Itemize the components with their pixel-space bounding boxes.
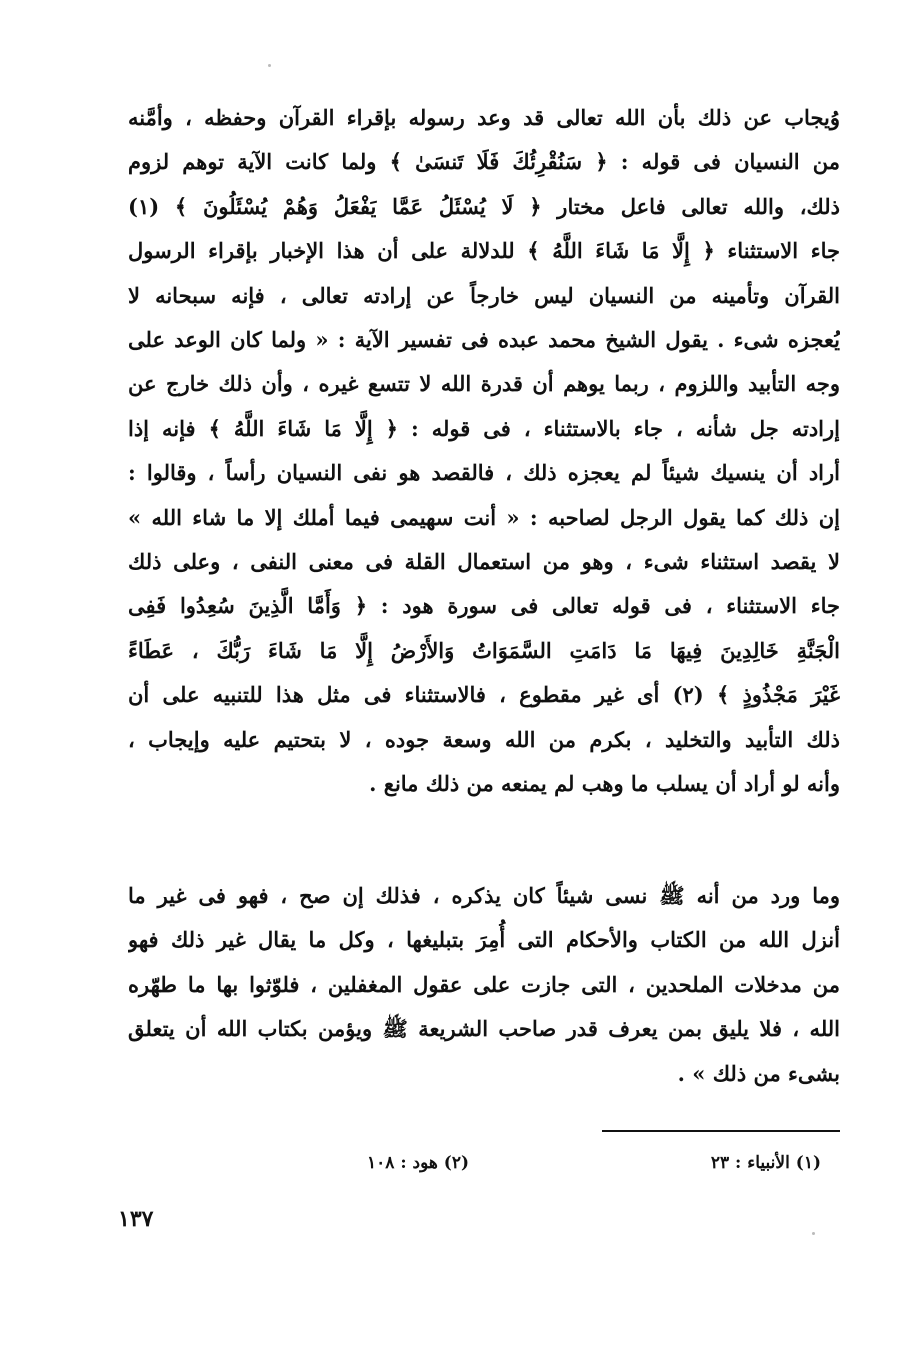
text-line: وُيجاب عن ذلك بأن الله تعالى قد وعد رسوله بإقراء القرآن وحفظه ، وأمَّنه xyxy=(128,105,840,130)
text-line: وجه التأبيد واللزوم ، ربما يوهم أن قدرة الله لا تتسع غيره ، وأن ذلك خارج عن xyxy=(128,371,840,397)
text-line: يُعجزه شىء . يقول الشيخ محمد عبده فى تفسير الآية : « ولما كان الوعد على xyxy=(128,327,840,353)
text-line: أراد أن ينسيك شيئاً لم يعجزه ذلك ، فالقصد هو نفى النسيان رأساً ، وقالوا : xyxy=(128,460,840,486)
text-line: الله ، فلا يليق بمن يعرف قدر صاحب الشريعة ﷺ ويؤمن بكتاب الله أن يتعلق xyxy=(128,1016,840,1042)
text-line: ذلك، والله تعالى فاعل مختار ﴿ لَا يُسْئَلُ عَمَّا يَفْعَلُ وَهُمْ يُسْئَلُونَ ﴾ (١) xyxy=(128,193,840,219)
text-line: وما ورد من أنه ﷺ نسى شيئاً كان يذكره ، فذلك إن صح ، فهو فى غير ما xyxy=(128,883,840,908)
text-line: بشىء من ذلك » . xyxy=(677,1060,840,1086)
scan-speck xyxy=(268,64,271,67)
footnote-1: (١) الأنبياء : ٢٣ xyxy=(710,1153,821,1173)
text-line: ذلك التأبيد والتخليد ، بكرم من الله وسعة جوده ، لا بتحتيم عليه وإيجاب ، xyxy=(128,726,840,752)
paragraph-1 xyxy=(128,96,840,807)
text-line: الْجَنَّةِ خَالِدِينَ فِيهَا مَا دَامَتِ السَّمَوَاتُ وَالأَرْضُ إِلَّا مَا شَاءَ رَبُّكَ ، عَطَاءً xyxy=(128,637,840,663)
text-line: من مدخلات الملحدين ، التى جازت على عقول المغفلين ، فلوّثوا بها ما طهّره xyxy=(128,971,840,997)
text-line: إن ذلك كما يقول الرجل لصاحبه : « أنت سهيمى فيما أملك إلا ما شاء الله » xyxy=(128,504,840,530)
text-line: من النسيان فى قوله : ﴿ سَنُقْرِئُكَ فَلَا تَنسَىٰ ﴾ ولما كانت الآية توهم لزوم xyxy=(128,149,840,175)
page-number: ١٣٧ xyxy=(118,1206,154,1232)
text-line: وأنه لو أراد أن يسلب ما وهب لم يمنعه من ذلك مانع . xyxy=(369,771,840,797)
text-line: جاء الاستثناء ﴿ إِلَّا مَا شَاءَ اللَّهُ ﴾ للدلالة على أن هذا الإخبار بإقراء الرسول xyxy=(128,238,840,264)
scan-speck xyxy=(812,1232,815,1235)
footnote-2: (٢) هود : ١٠٨ xyxy=(367,1153,469,1173)
text-line: القرآن وتأمينه من النسيان ليس خارجاً عن إرادته تعالى ، فإنه سبحانه لا xyxy=(128,282,840,308)
text-line: إرادته جل شأنه ، جاء بالاستثناء ، فى قوله : ﴿ إِلَّا مَا شَاءَ اللَّهُ ﴾ فإنه إذا xyxy=(128,415,840,441)
text-line: غَيْرَ مَجْذُوذٍ ﴾ (٢) أى غير مقطوع ، فالاستثناء فى مثل هذا للتنبيه على أن xyxy=(128,682,840,708)
paragraph-2 xyxy=(128,874,840,1096)
footnote-divider xyxy=(602,1130,840,1132)
text-line: لا يقصد استثناء شىء ، وهو من استعمال القلة فى معنى النفى ، وعلى ذلك xyxy=(128,549,840,575)
text-line: أنزل الله من الكتاب والأحكام التى أُمِرَ بتبليغها ، وكل ما يقال غير ذلك فهو xyxy=(128,927,840,953)
text-line: جاء الاستثناء ، فى قوله تعالى فى سورة هود : ﴿ وَأَمَّا الَّذِينَ سُعِدُوا فَفِى xyxy=(128,593,840,619)
